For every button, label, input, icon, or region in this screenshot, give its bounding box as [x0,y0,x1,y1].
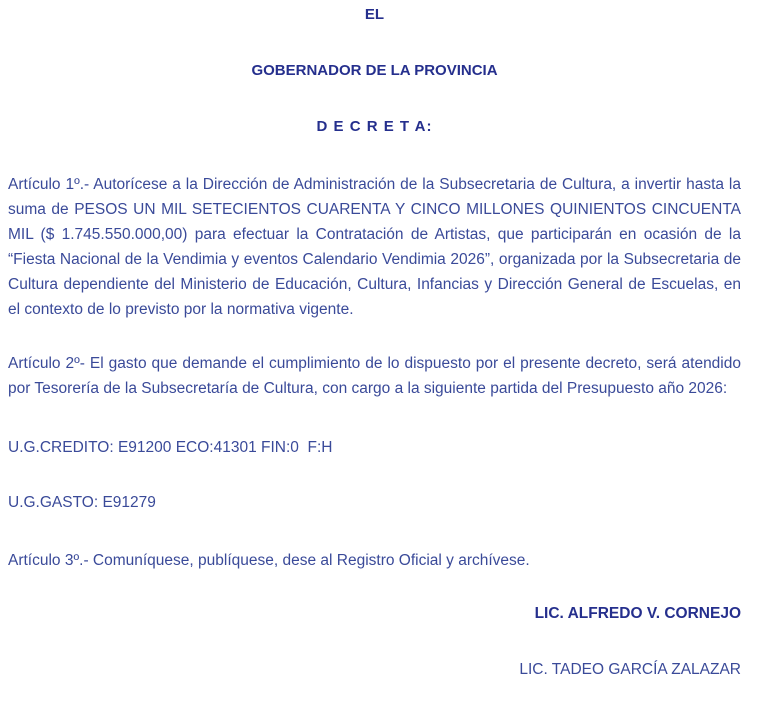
article-3-paragraph: Artículo 3º.- Comuníquese, publíquese, dese al Registro Oficial y archívese. [8,552,530,569]
signature-governor: LIC. ALFREDO V. CORNEJO [534,605,741,622]
heading-decreta: D E C R E T A: [316,118,433,135]
heading-gobernador-de-la-provincia: GOBERNADOR DE LA PROVINCIA [251,62,498,79]
article-1-paragraph: Artículo 1º.- Autorícese a la Dirección de Administración de la Subsecretaria de Cultura, a invertir hasta la suma de PESOS UN MIL SETECIENTOS CUARENTA Y CINCO MILLONES QUINIENTOS CINCUENTA MIL ($ 1.745.550.000,00) para efectuar la Contratación de Artistas, que participarán en ocasión de la “Fiesta Nacional de la Vendimia y eventos Calendario Vendimia 2026”, organizada por la Subsecretaria de Cultura dependiente del Ministerio de Educación, Cultura, Infancias y Dirección General de Escuelas, en el contexto de lo previsto por la normativa vigente. [8,176,741,318]
budget-expense-line: U.G.GASTO: E91279 [8,494,156,511]
budget-credit-line: U.G.CREDITO: E91200 ECO:41301 FIN:0 F:H [8,439,333,456]
article-2-paragraph: Artículo 2º- El gasto que demande el cumplimiento de lo dispuesto por el presente decreto, será atendido por Tesorería de la Subsecretaría de Cultura, con cargo a la siguiente partida del Presupuesto año 2026: [8,355,741,397]
heading-el: EL [364,6,385,23]
signature-minister: LIC. TADEO GARCÍA ZALAZAR [519,661,741,678]
